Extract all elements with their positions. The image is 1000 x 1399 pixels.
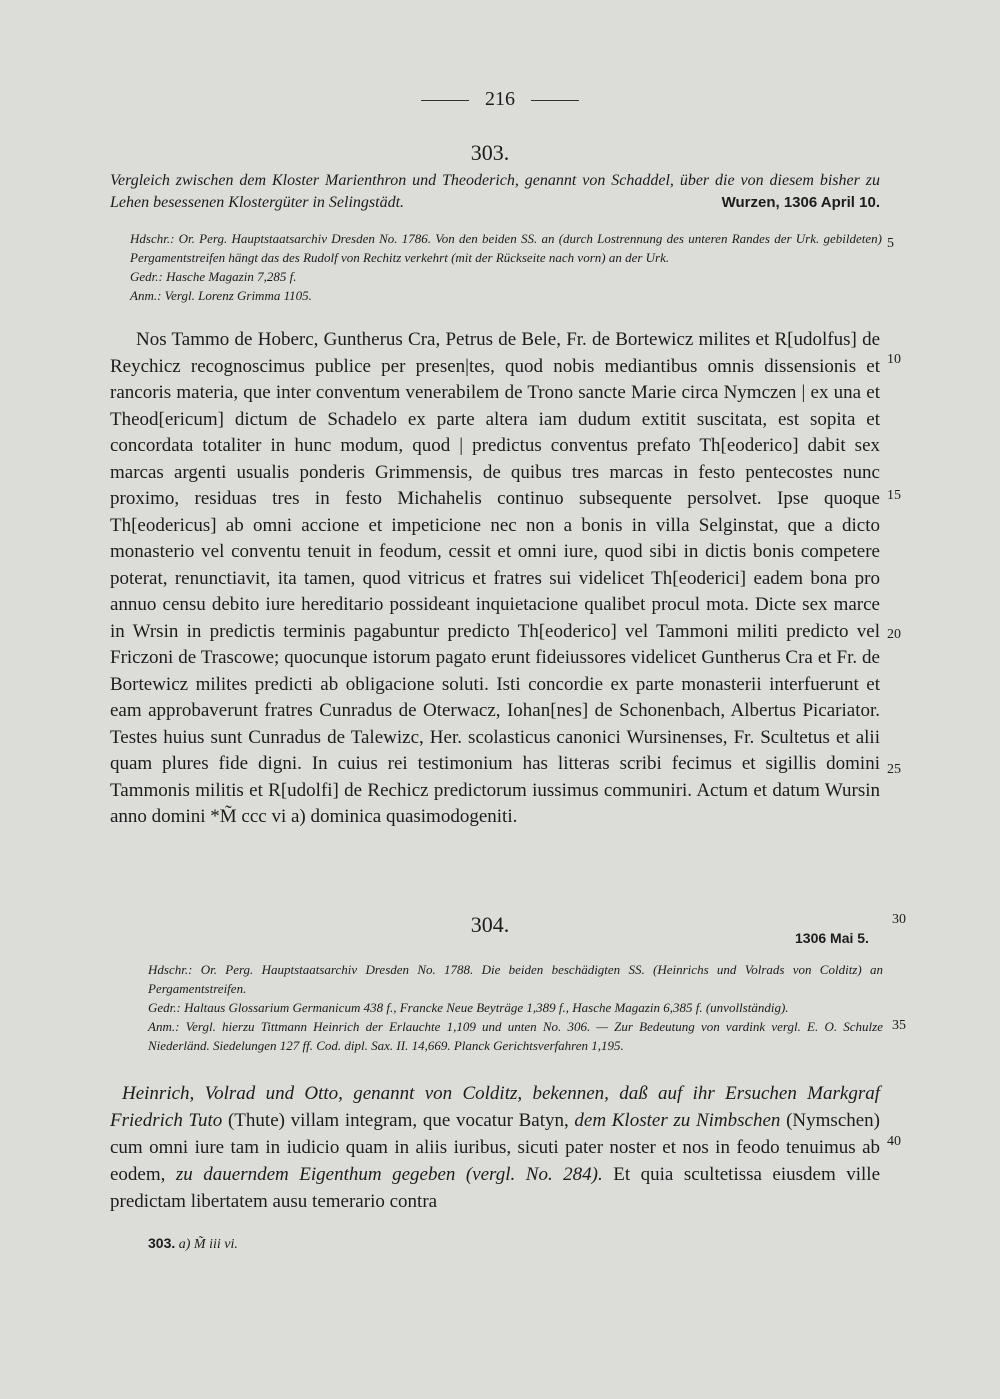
line-number: 10 xyxy=(887,352,901,367)
document-303-summary xyxy=(110,170,880,214)
printed-note: Gedr.: Hasche Magazin 7,285 f. xyxy=(130,269,297,284)
summary-text: Vergleich zwischen dem Kloster Marienthron und Theoderich, genannt von Schaddel, über die von diesem bisher zu Lehen besessenen Klostergüter in Selingstädt. xyxy=(110,172,880,211)
regest-text-e: zu dauerndem Eigenthum gegeben (vergl. No. 284). xyxy=(175,1164,603,1185)
page-number-rule-right xyxy=(531,100,579,101)
latin-text-b: (Thute) villam integram, que vocatur Batyn, xyxy=(227,1110,569,1131)
document-304-date: 1306 Mai 5. xyxy=(795,930,869,946)
regest-text-c: dem Kloster zu Nimbschen xyxy=(574,1110,781,1131)
printed-note: Gedr.: Haltaus Glossarium Germanicum 438 f., Francke Neue Beyträge 1,389 f., Hasche Magazin 6,385 f. (unvollständig). xyxy=(148,1000,789,1015)
line-number: 15 xyxy=(887,488,901,503)
manuscript-note: Hdschr.: Or. Perg. Hauptstaatsarchiv Dresden No. 1786. Von den beiden SS. an (durch Lostrennung des unteren Randes der Urk. gebildeten) Pergamentstreifen hängt das des Rudolf von Rechitz verkehrt (mit der Rückseite nach vorn) an der Urk. xyxy=(130,231,882,265)
page-number xyxy=(0,88,1000,111)
line-number: 35 xyxy=(892,1018,906,1033)
regest-text-a: Heinrich, Volrad und Otto, genannt von Colditz, bekennen, daß auf ihr Ersuchen Markgraf Friedrich Tuto xyxy=(110,1083,880,1131)
footnote-text: a) M̃ iii vi. xyxy=(178,1237,238,1252)
place-date: Wurzen, 1306 April 10. xyxy=(721,194,880,211)
document-304-text xyxy=(110,1080,880,1215)
footnote-label: 303. xyxy=(148,1235,176,1251)
line-number: 5 xyxy=(887,236,894,251)
document-303-number: 303. xyxy=(470,140,510,165)
line-number: 30 xyxy=(892,912,906,927)
line-number: 20 xyxy=(887,627,901,642)
document-304-apparatus xyxy=(148,960,883,1055)
line-number: 40 xyxy=(887,1134,901,1149)
latin-text-f: Et quia scultetissa eiusdem ville predictam libertatem ausu temerario contra xyxy=(110,1164,881,1212)
manuscript-note: Hdschr.: Or. Perg. Hauptstaatsarchiv Dresden No. 1788. Die beiden beschädigten SS. (Heinrichs und Volrads von Colditz) an Pergamentstreifen. xyxy=(148,962,883,996)
document-303-apparatus xyxy=(130,229,882,305)
page-number-text: 216 xyxy=(485,88,515,110)
document-303-text: Nos Tammo de Hoberc, Guntherus Cra, Petrus de Bele, Fr. de Bortewicz milites et R[udolfus] de Reychicz recognoscimus publice per presen|tes, quod nobis mediantibus omnis dissensionis et rancoris materia, que inter conventum venerabilem de Trono sancte Marie circa Nymczen | ex una et Theod[ericum] dictum de Schadelo ex parte altera iam dudum extitit suscitata, est sopita et concordata totaliter in hunc modum, quod | predictus conventus prefato Th[eoderico] dabit sex marcas argenti usualis ponderis Grimmensis, de quibus tres marcas in festo pentecostes nunc proximo, residuas tres in festo Michahelis continuo subsequente persolvet. Ipse quoque Th[eodericus] ab omni accione et impeticione nec non a bonis in villa Selginstat, que a dicto monasterio vel conventu tenuit in feodum, cessit et omni iure, quod sibi in dictis bonis competere poterat, renunctiavit, ita tamen, quod vitricus et fratres sui videlicet Th[eoderici] eadem bona pro annuo censu debito iure hereditario possideant inquietacione qualibet procul mota. Dicte sex marce in Wrsin in predictis terminis pagabuntur predicto Th[eoderico] vel Tammoni militi predicto vel Friczoni de Trascowe; quocunque istorum pagato erunt fideiussores videlicet Guntherus Cra et Fr. de Bortewicz milites predicti ab obligacione soluti. Isti concordie ex parte monasterii interfuerunt et eam approbaverunt fratres Cunradus de Oterwacz, Iohan[nes] de Schonenbach, Albertus Picariator. Testes huius sunt Cunradus de Talewizc, Her. scolasticus canonici Wursinenses, Fr. Scultetus et alii quam plures fide digni. In cuius rei testimonium has litteras scribi fecimus et sigillis domini Tammonis militis et R[udolfi] de Rechicz predictorum iussimus communiri. Actum et datum Wursin anno domini *M̃ ccc vi a) dominica quasimodogeniti. xyxy=(110,329,880,827)
page-number-rule-left xyxy=(421,100,469,101)
footnote xyxy=(148,1235,238,1253)
latin-text-d: (Nymschen) cum omni iure tam in iudicio quam in aliis iuribus, sicuti pater noster et nos in feodo tenuimus ab eodem, xyxy=(110,1110,881,1185)
line-number: 25 xyxy=(887,762,901,777)
document-304-number: 304. xyxy=(470,912,510,937)
remark-note: Anm.: Vergl. Lorenz Grimma 1105. xyxy=(130,288,312,303)
remark-note: Anm.: Vergl. hierzu Tittmann Heinrich der Erlauchte 1,109 und unten No. 306. — Zur Bedeutung von vardink vergl. E. O. Schulze Niederländ. Siedelungen 127 ff. Cod. dipl. Sax. II. 14,669. Planck Gerichtsverfahren 1,195. xyxy=(148,1019,883,1053)
